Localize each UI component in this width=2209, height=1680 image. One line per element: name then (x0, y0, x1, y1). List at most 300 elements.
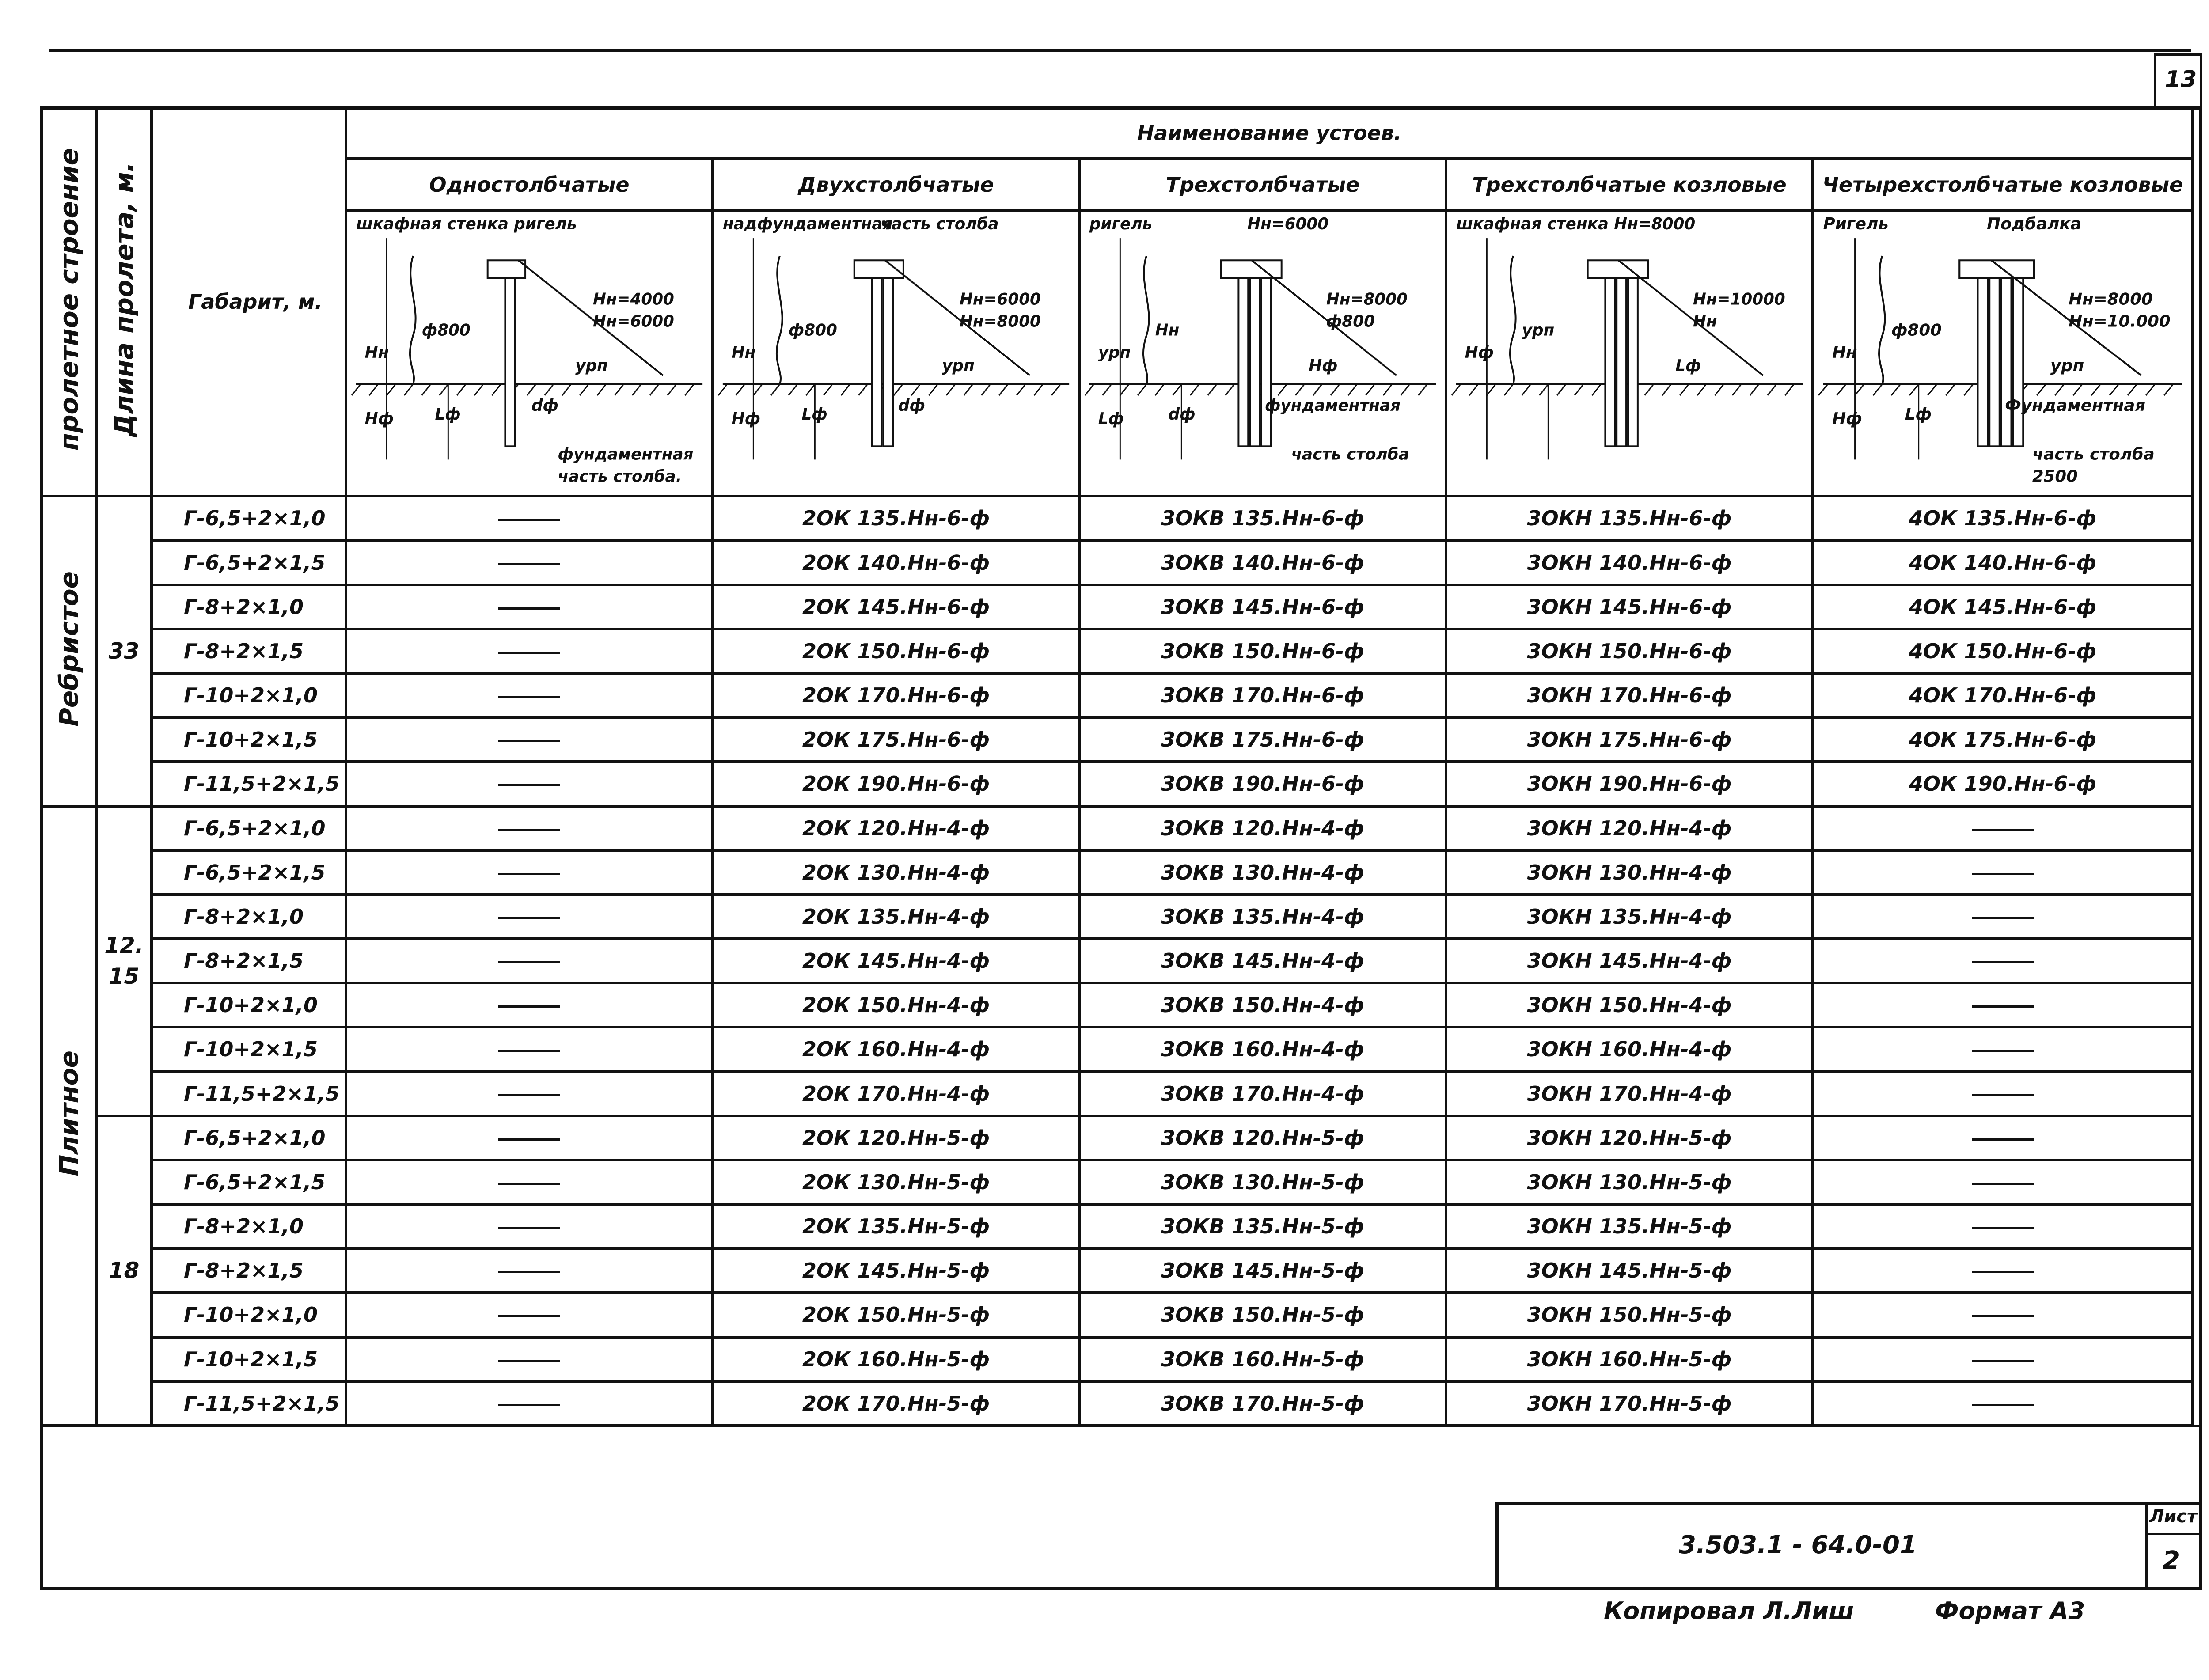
table-row (41, 629, 2193, 673)
dash-mark (1972, 1050, 2034, 1052)
ground-hatch (439, 384, 448, 395)
embankment-line (1143, 256, 1149, 384)
diagram-label: Нн=10000 (1693, 290, 1785, 309)
gabarit-cell: Г-8+2×1,0 (152, 585, 346, 629)
abutment-code-cell: 3ОКН 130.Нн-4-ф (1446, 850, 1813, 895)
gabarit-cell: Г-8+2×1,0 (152, 895, 346, 939)
empty-cell (1813, 1116, 2193, 1160)
abutment-code-cell: 3ОКВ 160.Нн-4-ф (1079, 1027, 1446, 1071)
span-length-cell: 33 (96, 496, 152, 806)
diagram-label: ф800 (1326, 312, 1375, 331)
dash-mark (498, 1360, 560, 1362)
abutment-code-cell: 2ОК 135.Нн-6-ф (713, 496, 1079, 540)
abutment-code-cell: 3ОКВ 140.Нн-6-ф (1079, 540, 1446, 584)
abutment-code-cell: 2ОК 135.Нн-4-ф (713, 895, 1079, 939)
pier-column (2013, 278, 2023, 446)
abutment-code-cell: 2ОК 150.Нн-4-ф (713, 983, 1079, 1027)
table-row (41, 762, 2193, 806)
abutment-code-cell: 2ОК 145.Нн-5-ф (713, 1248, 1079, 1293)
ground-hatch (1818, 384, 1828, 395)
gabarit-cell: Г-11,5+2×1,5 (152, 1381, 346, 1426)
empty-cell (346, 1072, 713, 1116)
abutment-code-cell: 3ОКН 170.Нн-6-ф (1446, 673, 1813, 717)
ground-hatch (668, 384, 676, 395)
ground-hatch (527, 384, 536, 395)
abutment-code-cell: 3ОКН 145.Нн-4-ф (1446, 939, 1813, 983)
ground-hatch (1383, 384, 1392, 395)
diagram-3 (1079, 210, 1446, 497)
title-block-divider (2145, 1502, 2148, 1590)
abutment-code-cell: 3ОКН 160.Нн-5-ф (1446, 1337, 1813, 1381)
diagram-label: часть столба (1291, 445, 1409, 464)
gabarit-cell: Г-11,5+2×1,5 (152, 1072, 346, 1116)
gabarit-cell: Г-6,5+2×1,0 (152, 1116, 346, 1160)
ground-hatch (911, 384, 920, 395)
abutment-code-cell: 3ОКВ 145.Нн-4-ф (1079, 939, 1446, 983)
abutment-code-cell: 3ОКН 135.Нн-6-ф (1446, 496, 1813, 540)
pier-column (1628, 278, 1638, 446)
abutment-code-cell: 2ОК 175.Нн-6-ф (713, 717, 1079, 762)
span-type-cell: Ребристое (41, 496, 96, 806)
abutment-code-cell: 3ОКН 170.Нн-5-ф (1446, 1381, 1813, 1426)
abutment-code-cell: 3ОКН 150.Нн-5-ф (1446, 1293, 1813, 1337)
empty-cell (1813, 1337, 2193, 1381)
ground-hatch (597, 384, 606, 395)
ground-hatch (1732, 384, 1741, 395)
abutment-code-cell: 2ОК 170.Нн-5-ф (713, 1381, 1079, 1426)
abutment-code-cell: 3ОКН 135.Нн-4-ф (1446, 895, 1813, 939)
ground-hatch (999, 384, 1008, 395)
table-row (41, 717, 2193, 762)
dash-mark (498, 519, 560, 521)
document-code: 3.503.1 - 64.0-01 (1679, 1531, 1917, 1559)
ground-hatch (1697, 384, 1706, 395)
empty-cell (346, 983, 713, 1027)
diagram-label: dф (898, 396, 926, 415)
table-row (41, 983, 2193, 1027)
pier-column (1989, 278, 2000, 446)
table-row (41, 1204, 2193, 1248)
dash-mark (1972, 1138, 2034, 1141)
pier-diagram-svg (714, 212, 1078, 495)
top-sheet-number: 13 (2165, 66, 2197, 93)
diagram-label: Нн (731, 343, 756, 362)
diagram-label: фундаментная (1264, 396, 1401, 415)
abutment-code-cell: 3ОКВ 135.Нн-5-ф (1079, 1204, 1446, 1248)
dash-mark (498, 917, 560, 919)
ground-hatch (2110, 384, 2119, 395)
diagram-label: фундаментная (558, 445, 694, 464)
abutment-code-cell: 4ОК 175.Нн-6-ф (1813, 717, 2193, 762)
diagram-label: Нн=10.000 (2069, 311, 2171, 331)
diagram-label: часть столба. (558, 467, 682, 486)
empty-cell (346, 1204, 713, 1248)
diagram-label: урп (575, 356, 608, 375)
abutment-code-cell: 3ОКВ 120.Нн-4-ф (1079, 806, 1446, 850)
ground-hatch (1504, 384, 1513, 395)
crossbeam (1959, 260, 2034, 278)
dash-mark (498, 1005, 560, 1008)
dash-mark (498, 1094, 560, 1096)
ground-hatch (1278, 384, 1287, 395)
ground-hatch (1891, 384, 1901, 395)
abutment-code-cell: 3ОКВ 145.Нн-6-ф (1079, 585, 1446, 629)
table-row (41, 1160, 2193, 1204)
abutment-names-header: Наименование устоев. (346, 107, 2193, 159)
diagram-5 (1813, 210, 2193, 497)
empty-cell (1813, 939, 2193, 983)
empty-cell (346, 717, 713, 762)
diagram-label: Фундаментная (2005, 396, 2146, 415)
dash-mark (498, 652, 560, 654)
empty-cell (1813, 850, 2193, 895)
ground-hatch (580, 384, 588, 395)
ground-hatch (1348, 384, 1357, 395)
ground-hatch (982, 384, 991, 395)
ground-hatch (422, 384, 431, 395)
pier-diagram-svg (1814, 212, 2191, 495)
ground-hatch (736, 384, 745, 395)
ground-hatch (1855, 384, 1864, 395)
ground-hatch (1909, 384, 1919, 395)
pier-column (1617, 278, 1626, 446)
span-structure-header: пролетное строение (41, 107, 96, 496)
gabarit-cell: Г-8+2×1,0 (152, 1204, 346, 1248)
table-row (41, 1116, 2193, 1160)
diagram-label: урп (942, 356, 975, 375)
abutment-code-cell: 4ОК 190.Нн-6-ф (1813, 762, 2193, 806)
embankment-line (410, 256, 416, 384)
abutment-code-cell: 3ОКН 120.Нн-4-ф (1446, 806, 1813, 850)
ground-hatch (1750, 384, 1759, 395)
empty-cell (1813, 1072, 2193, 1116)
abutment-code-cell: 3ОКВ 150.Нн-4-ф (1079, 983, 1446, 1027)
title-block-top-rule (40, 1425, 2202, 1427)
gabarit-cell: Г-10+2×1,5 (152, 717, 346, 762)
ground-hatch (1051, 384, 1060, 395)
diagram-label: урп (1522, 321, 1555, 340)
diagram-label: Lф (1675, 356, 1701, 375)
diagram-label: надфундаментная (722, 215, 893, 233)
pier-diagram-svg (1081, 212, 1445, 495)
empty-cell (346, 540, 713, 584)
abutment-code-cell: 3ОКВ 150.Нн-6-ф (1079, 629, 1446, 673)
table-row (41, 1248, 2193, 1293)
pier-column (1977, 278, 1988, 446)
footer-copied: Копировал Л.Лиш (1604, 1597, 1854, 1625)
diagram-label: Нн=8000 (1614, 215, 1696, 233)
empty-cell (346, 1293, 713, 1337)
ground-hatch (1313, 384, 1322, 395)
table-row (41, 1337, 2193, 1381)
empty-cell (1813, 1160, 2193, 1204)
diagram-label: ф800 (1891, 320, 1942, 340)
diagram-label: шкафная стенка (356, 215, 509, 233)
ground-hatch (1034, 384, 1043, 395)
ground-hatch (859, 384, 868, 395)
gabarit-cell: Г-10+2×1,5 (152, 1027, 346, 1071)
abutment-code-cell: 2ОК 190.Нн-6-ф (713, 762, 1079, 806)
dash-mark (498, 829, 560, 831)
ground-hatch (2128, 384, 2137, 395)
diagram-label: Подбалка (1987, 214, 2082, 233)
dash-mark (1972, 1005, 2034, 1008)
diagram-label: dф (531, 396, 559, 415)
ground-hatch (1785, 384, 1794, 395)
abutment-table (40, 106, 2194, 1427)
ground-hatch (1295, 384, 1304, 395)
empty-cell (346, 762, 713, 806)
empty-cell (1813, 1381, 2193, 1426)
empty-cell (346, 1160, 713, 1204)
diagram-label: Нн=8000 (1326, 290, 1408, 309)
abutment-code-cell: 3ОКН 145.Нн-6-ф (1446, 585, 1813, 629)
dash-mark (1972, 1360, 2034, 1362)
abutment-code-cell: 3ОКН 170.Нн-4-ф (1446, 1072, 1813, 1116)
abutment-code-cell: 3ОКВ 160.Нн-5-ф (1079, 1337, 1446, 1381)
abutment-code-cell: 3ОКВ 170.Нн-5-ф (1079, 1381, 1446, 1426)
abutment-code-cell: 4ОК 150.Нн-6-ф (1813, 629, 2193, 673)
top-rule (49, 49, 2191, 52)
ground-hatch (2055, 384, 2064, 395)
ground-hatch (964, 384, 973, 395)
footer-format: Формат А3 (1935, 1597, 2085, 1625)
abutment-code-cell: 2ОК 130.Нн-4-ф (713, 850, 1079, 895)
pier-column (505, 278, 515, 446)
ground-hatch (1539, 384, 1548, 395)
empty-cell (1813, 1204, 2193, 1248)
ground-hatch (771, 384, 780, 395)
empty-cell (1813, 895, 2193, 939)
ground-hatch (1331, 384, 1340, 395)
ground-hatch (1946, 384, 1955, 395)
table-row (41, 1381, 2193, 1426)
abutment-code-cell: 2ОК 120.Нн-4-ф (713, 806, 1079, 850)
abutment-code-cell: 3ОКН 120.Нн-5-ф (1446, 1116, 1813, 1160)
ground-hatch (929, 384, 937, 395)
diagram-label: 2500 (2032, 466, 2078, 486)
gabarit-cell: Г-10+2×1,0 (152, 983, 346, 1027)
ground-hatch (1190, 384, 1199, 395)
ground-hatch (1208, 384, 1217, 395)
dash-mark (498, 1183, 560, 1185)
crossbeam (1588, 260, 1648, 278)
abutment-code-cell: 3ОКВ 175.Нн-6-ф (1079, 717, 1446, 762)
gabarit-header: Габарит, м. (152, 107, 346, 496)
table-row (41, 806, 2193, 850)
abutment-code-cell: 3ОКН 175.Нн-6-ф (1446, 717, 1813, 762)
dash-mark (498, 696, 560, 698)
ground-hatch (1487, 384, 1495, 395)
empty-cell (1813, 1248, 2193, 1293)
ground-hatch (562, 384, 571, 395)
embankment-line (1879, 256, 1885, 384)
ground-hatch (718, 384, 727, 395)
span-length-cell: 12. 15 (96, 806, 152, 1116)
diagram-label: Нф (364, 410, 394, 428)
empty-cell (1813, 806, 2193, 850)
dash-mark (498, 607, 560, 610)
dash-mark (1972, 917, 2034, 919)
diagram-label: Нн (1832, 342, 1857, 362)
gabarit-cell: Г-10+2×1,0 (152, 673, 346, 717)
abutment-code-cell: 3ОКВ 190.Нн-6-ф (1079, 762, 1446, 806)
abutment-code-cell: 3ОКН 150.Нн-4-ф (1446, 983, 1813, 1027)
diagram-label: Нн=8000 (959, 312, 1041, 331)
empty-cell (346, 1116, 713, 1160)
dash-mark (1972, 1404, 2034, 1406)
ground-hatch (1452, 384, 1461, 395)
ground-hatch (1017, 384, 1025, 395)
dash-mark (498, 1138, 560, 1141)
diagram-label: Нф (731, 410, 761, 428)
empty-cell (346, 1381, 713, 1426)
ground-hatch (1873, 384, 1883, 395)
diagram-label: Нф (1465, 343, 1494, 362)
ground-hatch (2164, 384, 2173, 395)
ground-hatch (1418, 384, 1427, 395)
dash-mark (1972, 1094, 2034, 1096)
ground-hatch (824, 384, 832, 395)
dash-mark (1972, 1271, 2034, 1273)
empty-cell (346, 1248, 713, 1293)
diagram-label: Lф (1098, 410, 1124, 428)
pier-diagram-svg (1447, 212, 1811, 495)
ground-hatch (1928, 384, 1937, 395)
table-row (41, 585, 2193, 629)
dash-mark (498, 1404, 560, 1406)
diagram-label: урп (2050, 356, 2084, 375)
ground-hatch (1103, 384, 1112, 395)
dash-mark (498, 563, 560, 565)
ground-hatch (1662, 384, 1671, 395)
ground-hatch (1645, 384, 1654, 395)
abutment-code-cell: 2ОК 135.Нн-5-ф (713, 1204, 1079, 1248)
dash-mark (498, 784, 560, 786)
ground-hatch (2073, 384, 2083, 395)
col-header-3: Трехстолбчатые (1079, 159, 1446, 210)
abutment-code-cell: 3ОКН 190.Нн-6-ф (1446, 762, 1813, 806)
abutment-code-cell: 4ОК 140.Нн-6-ф (1813, 540, 2193, 584)
gabarit-cell: Г-6,5+2×1,5 (152, 540, 346, 584)
abutment-code-cell: 2ОК 160.Нн-4-ф (713, 1027, 1079, 1071)
ground-hatch (474, 384, 483, 395)
pier-column (1261, 278, 1271, 446)
pier-column (2001, 278, 2012, 446)
copier-signature: Л.Лиш (1763, 1597, 1854, 1625)
abutment-code-cell: 4ОК 135.Нн-6-ф (1813, 496, 2193, 540)
ground-hatch (1226, 384, 1234, 395)
ground-hatch (545, 384, 554, 395)
abutment-code-cell: 3ОКН 130.Нн-5-ф (1446, 1160, 1813, 1204)
abutment-code-cell: 2ОК 145.Нн-6-ф (713, 585, 1079, 629)
abutment-code-cell: 2ОК 170.Нн-6-ф (713, 673, 1079, 717)
diagram-label: ригель (1089, 215, 1153, 233)
table-row (41, 673, 2193, 717)
table-row (41, 1072, 2193, 1116)
pier-column (872, 278, 881, 446)
abutment-code-cell: 3ОКН 145.Нн-5-ф (1446, 1248, 1813, 1293)
ground-hatch (2037, 384, 2046, 395)
abutment-code-cell: 2ОК 150.Нн-5-ф (713, 1293, 1079, 1337)
gabarit-cell: Г-11,5+2×1,5 (152, 762, 346, 806)
ground-hatch (1138, 384, 1146, 395)
empty-cell (346, 1337, 713, 1381)
abutment-code-cell: 3ОКВ 170.Нн-4-ф (1079, 1072, 1446, 1116)
diagram-label: часть столба (2032, 444, 2155, 463)
ground-hatch (632, 384, 641, 395)
ground-hatch (1964, 384, 1974, 395)
abutment-code-cell: 2ОК 150.Нн-6-ф (713, 629, 1079, 673)
ground-hatch (650, 384, 659, 395)
diagram-label: ф800 (421, 321, 471, 340)
col-header-1: Одностолбчатые (346, 159, 713, 210)
pier-column (883, 278, 893, 446)
dash-mark (498, 1271, 560, 1273)
col-header-2: Двухстолбчатые (713, 159, 1079, 210)
ground-hatch (404, 384, 413, 395)
diagram-label: Lф (1905, 405, 1932, 424)
sheet-label: Лист (2149, 1506, 2198, 1527)
gabarit-cell: Г-6,5+2×1,5 (152, 850, 346, 895)
gabarit-cell: Г-8+2×1,5 (152, 629, 346, 673)
empty-cell (346, 806, 713, 850)
ground-hatch (2091, 384, 2101, 395)
pier-diagram-quad-trestle (1814, 212, 2191, 495)
gabarit-cell: Г-8+2×1,5 (152, 1248, 346, 1293)
ground-hatch (753, 384, 762, 395)
ground-hatch (369, 384, 378, 395)
abutment-code-cell: 3ОКВ 135.Нн-6-ф (1079, 496, 1446, 540)
crossbeam (1221, 260, 1282, 278)
abutment-code-cell: 3ОКВ 135.Нн-4-ф (1079, 895, 1446, 939)
diagram-label: Нн=8000 (2069, 289, 2153, 309)
abutment-code-cell: 3ОКВ 150.Нн-5-ф (1079, 1293, 1446, 1337)
dash-mark (1972, 829, 2034, 831)
abutment-code-cell: 3ОКВ 130.Нн-5-ф (1079, 1160, 1446, 1204)
dash-mark (498, 961, 560, 963)
empty-cell (346, 1027, 713, 1071)
diagram-label: Ригель (1823, 214, 1889, 233)
sheet-label-rule (2145, 1533, 2202, 1535)
ground-hatch (352, 384, 361, 395)
abutment-code-cell: 3ОКН 135.Нн-5-ф (1446, 1204, 1813, 1248)
span-type-cell: Плитное (41, 806, 96, 1426)
empty-cell (1813, 1293, 2193, 1337)
empty-cell (346, 895, 713, 939)
dash-mark (498, 740, 560, 742)
pier-column (1605, 278, 1615, 446)
ground-hatch (1837, 384, 1846, 395)
embankment-line (777, 256, 782, 384)
col-header-5: Четырехстолбчатые козловые (1813, 159, 2193, 210)
abutment-code-cell: 3ОКВ 120.Нн-5-ф (1079, 1116, 1446, 1160)
gabarit-cell: Г-6,5+2×1,0 (152, 496, 346, 540)
diagram-label: Lф (801, 405, 827, 424)
abutment-code-cell: 2ОК 145.Нн-4-ф (713, 939, 1079, 983)
diagram-label: Lф (435, 405, 461, 424)
ground-hatch (789, 384, 797, 395)
abutment-code-cell: 2ОК 160.Нн-5-ф (713, 1337, 1079, 1381)
ground-hatch (615, 384, 624, 395)
empty-cell (346, 629, 713, 673)
ground-hatch (1085, 384, 1094, 395)
embankment-line (1510, 256, 1516, 384)
pier-diagram-triple (1081, 212, 1445, 495)
abutment-code-cell: 2ОК 130.Нн-5-ф (713, 1160, 1079, 1204)
ground-hatch (1155, 384, 1164, 395)
empty-cell (346, 850, 713, 895)
